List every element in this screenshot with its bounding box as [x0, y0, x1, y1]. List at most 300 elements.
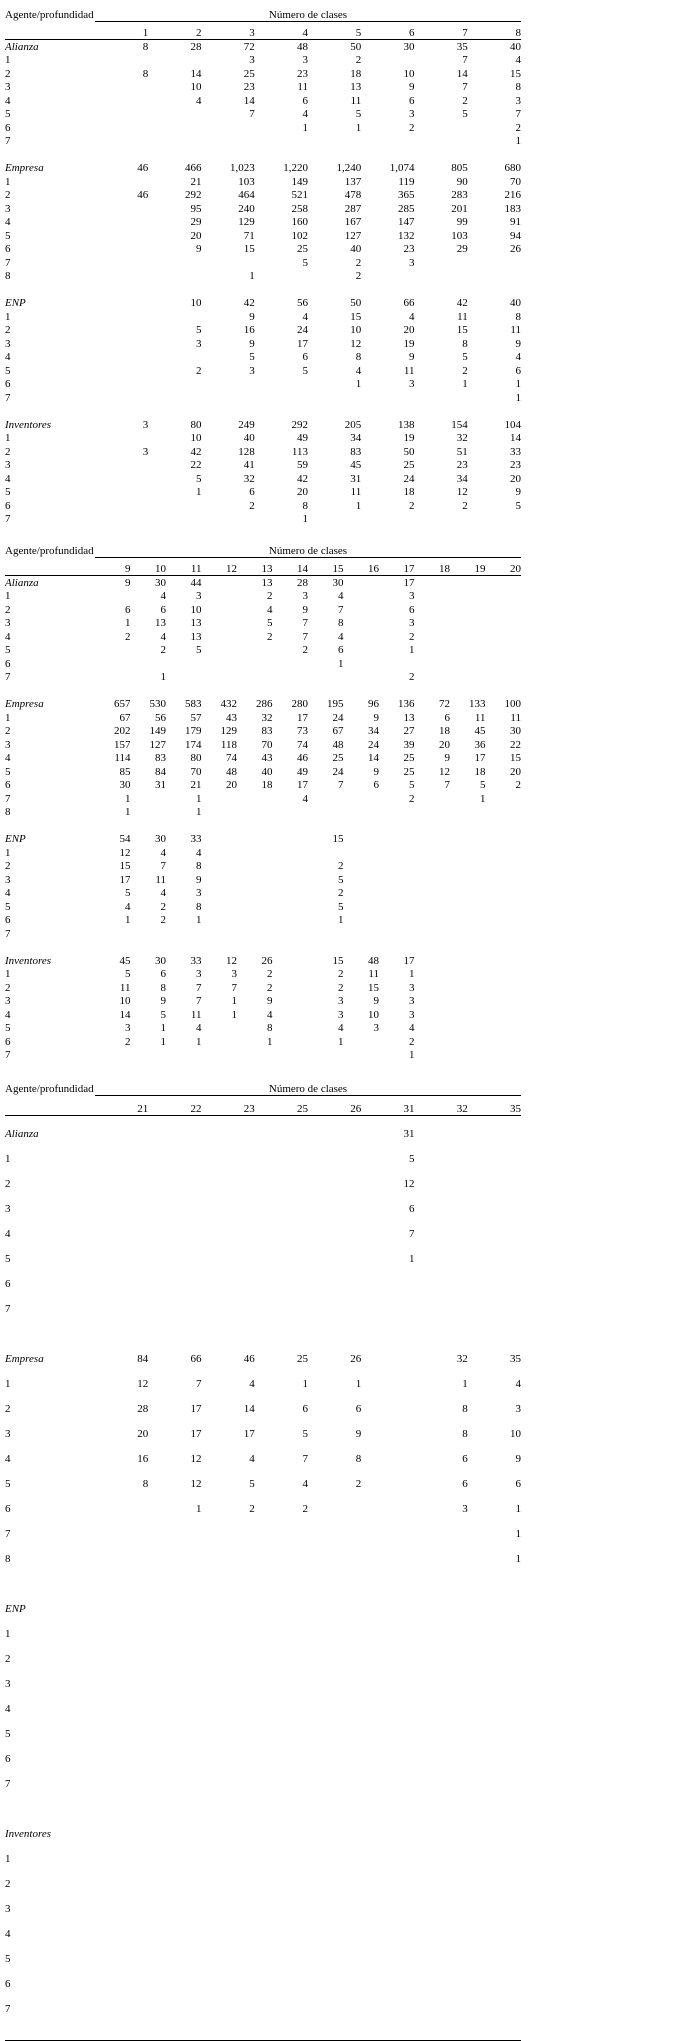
cell-value [255, 1765, 308, 1790]
cell-value [379, 872, 415, 886]
cell-value: 11 [474, 711, 486, 724]
cell-value: 11 [457, 310, 468, 323]
cell-value [450, 656, 486, 670]
cell-value [361, 1540, 414, 1565]
depth-level-label: 4 [5, 1008, 11, 1021]
cell-value [486, 980, 522, 994]
cell-value [344, 1048, 380, 1062]
cell-value: 6 [302, 94, 308, 107]
cell-value: 74 [226, 752, 237, 764]
depth-row [5, 886, 521, 900]
cell-value [415, 1240, 468, 1265]
cell-value: 149 [291, 175, 308, 188]
cell-value: 6 [515, 364, 521, 377]
cell-value [255, 1140, 308, 1165]
cell-value: 4 [160, 887, 166, 899]
cell-value [415, 1940, 468, 1965]
cell-value [450, 926, 486, 940]
group-total-value: 30 [155, 576, 166, 589]
depth-level-label: 2 [5, 725, 11, 737]
cell-value [148, 1915, 201, 1940]
cell-value [166, 926, 202, 940]
depth-level-label: 5 [5, 1478, 11, 1490]
cell-value [415, 269, 468, 283]
cell-value: 8 [462, 1403, 468, 1415]
cell-value [486, 967, 522, 981]
depth-row [5, 1048, 521, 1062]
cell-value: 32 [456, 432, 468, 444]
cell-value: 9 [515, 486, 521, 498]
cell-value [415, 1007, 451, 1021]
cell-value: 45 [474, 725, 486, 737]
cell-value: 9 [160, 995, 166, 1007]
depth-level-label: 4 [5, 1928, 11, 1940]
depth-level-label: 6 [5, 243, 11, 255]
cell-value: 1 [125, 792, 131, 805]
cell-value [308, 1740, 361, 1765]
depth-level-label: 6 [5, 1753, 11, 1765]
cell-value: 5 [515, 499, 521, 512]
cell-value: 3 [409, 590, 415, 602]
group-total-value [95, 1115, 148, 1140]
cell-value [308, 512, 361, 526]
cell-value: 85 [119, 765, 131, 778]
cell-value [202, 1640, 255, 1665]
depth-row [5, 1007, 521, 1021]
depth-level-label: 1 [5, 175, 11, 188]
cell-value [202, 1515, 255, 1540]
depth-level-label: 7 [5, 671, 11, 683]
group-total-value: 30 [403, 40, 415, 53]
depth-level-label: 1 [5, 1853, 11, 1865]
cell-value: 10 [190, 432, 202, 444]
cell-value: 240 [238, 202, 255, 215]
cell-value [148, 1190, 201, 1215]
cell-value [468, 1140, 521, 1165]
cell-value [95, 1240, 148, 1265]
cell-value: 6 [462, 1478, 468, 1490]
cell-value [273, 656, 309, 670]
cell-value [361, 1390, 414, 1415]
cell-value [148, 1965, 201, 1990]
cell-value: 5 [409, 1153, 415, 1165]
group-spacer [5, 282, 521, 296]
cell-value [344, 886, 380, 900]
cell-value: 7 [160, 860, 166, 872]
group-total-value [255, 1815, 308, 1840]
group-total-value [95, 296, 148, 310]
cell-value: 4 [515, 1378, 521, 1390]
cell-value: 3 [196, 337, 202, 350]
cell-value: 3 [409, 1008, 415, 1021]
cell-value: 17 [297, 711, 308, 724]
cell-value: 20 [137, 1428, 149, 1440]
depth-level-label: 2 [5, 445, 11, 458]
group-spacer [5, 818, 521, 832]
cell-value [131, 1048, 167, 1062]
depth-row [5, 471, 521, 485]
cell-value [468, 512, 521, 526]
depth-row [5, 242, 521, 256]
cell-value [486, 791, 522, 805]
cell-value [237, 886, 273, 900]
group-total-value [468, 1115, 521, 1140]
group-total-value: 35 [456, 40, 468, 53]
cell-value: 5 [302, 364, 308, 377]
group-total-value: 48 [368, 954, 379, 967]
cell-value: 1 [462, 1378, 468, 1390]
cell-value [202, 805, 238, 819]
depth-row [5, 1990, 521, 2015]
cell-value: 8 [196, 860, 202, 872]
cell-value [361, 1865, 414, 1890]
cell-value: 2 [338, 968, 344, 980]
cell-value: 2 [125, 1035, 131, 1048]
cell-value: 5 [249, 351, 255, 363]
cell-value [273, 1034, 309, 1048]
cell-value: 4 [160, 846, 166, 859]
cell-value: 1 [125, 806, 131, 818]
cell-value [415, 643, 451, 657]
cell-value: 174 [185, 738, 202, 751]
cell-value [486, 670, 522, 684]
depth-level-label: 5 [5, 486, 11, 498]
cell-value: 23 [243, 81, 255, 93]
cell-value [450, 602, 486, 616]
cell-value [202, 1890, 255, 1915]
cell-value: 9 [267, 995, 273, 1007]
cell-value [450, 872, 486, 886]
cell-value [95, 390, 148, 404]
cell-value: 34 [368, 725, 379, 737]
cell-value: 4 [196, 1022, 202, 1034]
cell-value [450, 1007, 486, 1021]
class-count-column-header: 22 [148, 1095, 201, 1115]
cell-value [95, 255, 148, 269]
cell-value [148, 1515, 201, 1540]
depth-row [5, 120, 521, 134]
cell-value: 521 [291, 189, 308, 201]
cell-value: 11 [368, 968, 379, 980]
cell-value [468, 1615, 521, 1640]
cell-value [95, 93, 148, 107]
cell-value [95, 926, 131, 940]
cell-value [202, 1865, 255, 1890]
cell-value [95, 670, 131, 684]
cell-value [95, 377, 148, 391]
cell-value: 6 [160, 968, 166, 980]
cell-value: 10 [190, 603, 202, 616]
group-total-value [95, 1590, 148, 1615]
cell-value [202, 791, 238, 805]
depth-level-label: 2 [5, 981, 11, 994]
group-total-value [202, 832, 238, 846]
cell-value [468, 1940, 521, 1965]
cell-value: 14 [456, 67, 468, 80]
depth-row [5, 994, 521, 1008]
group-total-value [468, 1815, 521, 1840]
cell-value: 5 [196, 644, 202, 656]
class-count-column-header: 21 [95, 1095, 148, 1115]
cell-value [131, 805, 167, 819]
cell-value: 4 [160, 630, 166, 643]
cell-value: 11 [190, 1008, 202, 1021]
cell-value: 127 [344, 229, 362, 242]
cell-value [486, 845, 522, 859]
cell-value: 56 [155, 711, 166, 724]
depth-row [5, 1665, 521, 1690]
depth-row [5, 805, 521, 819]
depth-row [5, 926, 521, 940]
cell-value: 2 [338, 887, 344, 899]
cell-value: 22 [510, 738, 521, 751]
cell-value [95, 656, 131, 670]
cell-value: 20 [226, 779, 237, 791]
cell-value [148, 255, 201, 269]
cell-value [361, 1915, 414, 1940]
depth-row [5, 390, 521, 404]
cell-value [486, 859, 522, 873]
cell-value [148, 1990, 201, 2015]
cell-value [468, 1640, 521, 1665]
cell-value: 9 [302, 603, 308, 616]
agent-depth-class-tables [5, 3, 675, 2041]
group-total-value: 28 [190, 40, 202, 53]
cell-value [344, 899, 380, 913]
cell-value: 3 [125, 1022, 131, 1034]
cell-value [202, 629, 238, 643]
class-count-column-header: 35 [468, 1095, 521, 1115]
cell-value [95, 350, 148, 364]
group-total-value: 54 [119, 833, 131, 845]
group-total-value: 42 [456, 297, 468, 309]
cell-value: 167 [344, 216, 362, 228]
cell-value: 40 [350, 243, 362, 255]
depth-level-label: 6 [5, 121, 11, 134]
cell-value: 5 [160, 1008, 166, 1021]
cell-value: 13 [403, 711, 415, 724]
cell-value: 1 [125, 914, 131, 926]
cell-value: 2 [160, 644, 166, 656]
group-total-value: 138 [398, 418, 415, 431]
cell-value: 6 [515, 1478, 521, 1490]
depth-row [5, 764, 521, 778]
cell-value: 3 [249, 54, 255, 66]
cell-value: 2 [267, 981, 273, 994]
cell-value [202, 1715, 255, 1740]
cell-value: 25 [403, 752, 415, 764]
cell-value [379, 899, 415, 913]
group-total-value: 31 [403, 1128, 415, 1140]
cell-value: 129 [238, 216, 255, 228]
cell-value [486, 886, 522, 900]
group-spacer [5, 404, 521, 418]
cell-value: 1 [355, 1378, 362, 1390]
cell-value: 129 [220, 725, 237, 737]
cell-value: 8 [196, 900, 202, 913]
depth-row [5, 512, 521, 526]
cell-value: 2 [302, 644, 308, 656]
cell-value [361, 1840, 414, 1865]
group-total-value [255, 1590, 308, 1615]
group-total-value: 32 [456, 1353, 468, 1365]
group-total-value: 3 [142, 418, 149, 431]
agent-group-total-row [5, 417, 521, 431]
cell-value [450, 1021, 486, 1035]
depth-level-label: 1 [5, 968, 11, 980]
cell-value: 2 [409, 630, 415, 643]
cell-value: 1 [196, 914, 202, 926]
cell-value: 24 [332, 711, 344, 724]
group-total-value [308, 1815, 361, 1840]
cell-value: 3 [409, 995, 415, 1007]
cell-value [95, 1190, 148, 1215]
cell-value: 9 [373, 765, 379, 778]
cell-value: 48 [332, 738, 344, 751]
cell-value [95, 1890, 148, 1915]
cell-value: 2 [302, 1503, 308, 1515]
class-count-column-header: 31 [361, 1095, 414, 1115]
group-spacer-row [5, 1315, 521, 1340]
cell-value [148, 1865, 201, 1890]
cell-value [237, 845, 273, 859]
agent-group-total-row [5, 1115, 521, 1140]
cell-value: 20 [510, 472, 521, 485]
depth-level-label: 8 [5, 270, 11, 282]
cell-value [415, 1034, 451, 1048]
group-total-value: 292 [291, 418, 308, 431]
cell-value: 5 [338, 900, 344, 913]
cell-value [308, 926, 344, 940]
cell-value: 5 [355, 108, 362, 120]
cell-value: 8 [515, 81, 521, 93]
group-total-value: 154 [451, 418, 468, 431]
cell-value [486, 656, 522, 670]
cell-value: 2 [160, 914, 166, 926]
group-total-value: 35 [510, 1353, 521, 1365]
depth-row [5, 188, 521, 202]
cell-value [273, 1007, 309, 1021]
cell-value: 5 [302, 256, 308, 269]
depth-row [5, 724, 521, 738]
cell-value [344, 616, 380, 630]
cell-value [361, 1940, 414, 1965]
group-spacer [5, 1565, 521, 1590]
cell-value [379, 805, 415, 819]
cell-value [308, 845, 344, 859]
group-total-value: 9 [125, 576, 131, 589]
group-total-value: 45 [119, 954, 131, 967]
cell-value: 17 [474, 752, 486, 764]
cell-value: 4 [302, 792, 308, 805]
cell-value [361, 1740, 414, 1765]
cell-value: 8 [142, 1478, 149, 1490]
cell-value [415, 1665, 468, 1690]
cell-value [95, 269, 148, 283]
cell-value: 1 [462, 378, 468, 390]
depth-level-label: 6 [5, 779, 11, 791]
cell-value [415, 1840, 468, 1865]
group-spacer-row [5, 940, 521, 954]
cell-value [361, 1690, 414, 1715]
cell-value: 1 [231, 1008, 237, 1021]
cell-value [344, 629, 380, 643]
cell-value: 4 [338, 630, 344, 643]
cell-value: 23 [403, 243, 415, 255]
depth-level-label: 2 [5, 324, 11, 336]
cell-value [415, 1140, 468, 1165]
cell-value [450, 967, 486, 981]
cell-value: 287 [344, 202, 362, 215]
cell-value [361, 1890, 414, 1915]
cell-value: 7 [249, 108, 255, 120]
group-total-value: 50 [350, 297, 362, 309]
class-count-column-header: 11 [166, 557, 202, 575]
depth-level-label: 3 [5, 1428, 11, 1440]
cell-value: 5 [267, 617, 273, 629]
cell-value: 13 [190, 617, 202, 629]
group-total-value [415, 575, 451, 589]
cell-value [148, 1640, 201, 1665]
cell-value [361, 1465, 414, 1490]
cell-value [415, 670, 451, 684]
cell-value [379, 913, 415, 927]
cell-value [148, 1265, 201, 1290]
class-count-column-header: 23 [202, 1095, 255, 1115]
cell-value: 12 [137, 1378, 149, 1390]
cell-value: 4 [267, 1008, 273, 1021]
depth-level-label: 7 [5, 135, 11, 147]
cell-value [95, 1690, 148, 1715]
cell-value [202, 845, 238, 859]
group-total-value: 195 [327, 698, 344, 710]
cell-value [361, 1765, 414, 1790]
cell-value [486, 643, 522, 657]
cell-value: 8 [462, 337, 468, 350]
agent-group-label: Inventores [5, 1828, 52, 1840]
group-total-value [344, 832, 380, 846]
group-total-value: 133 [469, 698, 486, 710]
cell-value [468, 1990, 521, 2015]
depth-row [5, 589, 521, 603]
cell-value [308, 1690, 361, 1715]
depth-row [5, 174, 521, 188]
cell-value: 12 [190, 1478, 202, 1490]
cell-value: 5 [409, 779, 415, 791]
cell-value: 11 [350, 486, 362, 498]
class-count-column-header: 25 [255, 1095, 308, 1115]
depth-level-label: 4 [5, 216, 11, 228]
group-spacer [5, 683, 521, 697]
group-total-value [273, 832, 309, 846]
cell-value: 201 [451, 202, 468, 215]
cell-value [415, 1640, 468, 1665]
cell-value [95, 643, 131, 657]
cell-value [95, 1540, 148, 1565]
cell-value [344, 845, 380, 859]
group-total-value: 1,023 [230, 162, 255, 174]
agent-group-label: ENP [5, 297, 26, 309]
cell-value: 11 [297, 81, 308, 93]
cell-value [202, 656, 238, 670]
group-total-value: 17 [403, 576, 415, 589]
cell-value: 6 [338, 644, 344, 656]
depth-level-label: 7 [5, 792, 11, 805]
cell-value [450, 589, 486, 603]
cell-value: 26 [510, 243, 521, 255]
cell-value [361, 390, 414, 404]
cell-value [415, 1265, 468, 1290]
